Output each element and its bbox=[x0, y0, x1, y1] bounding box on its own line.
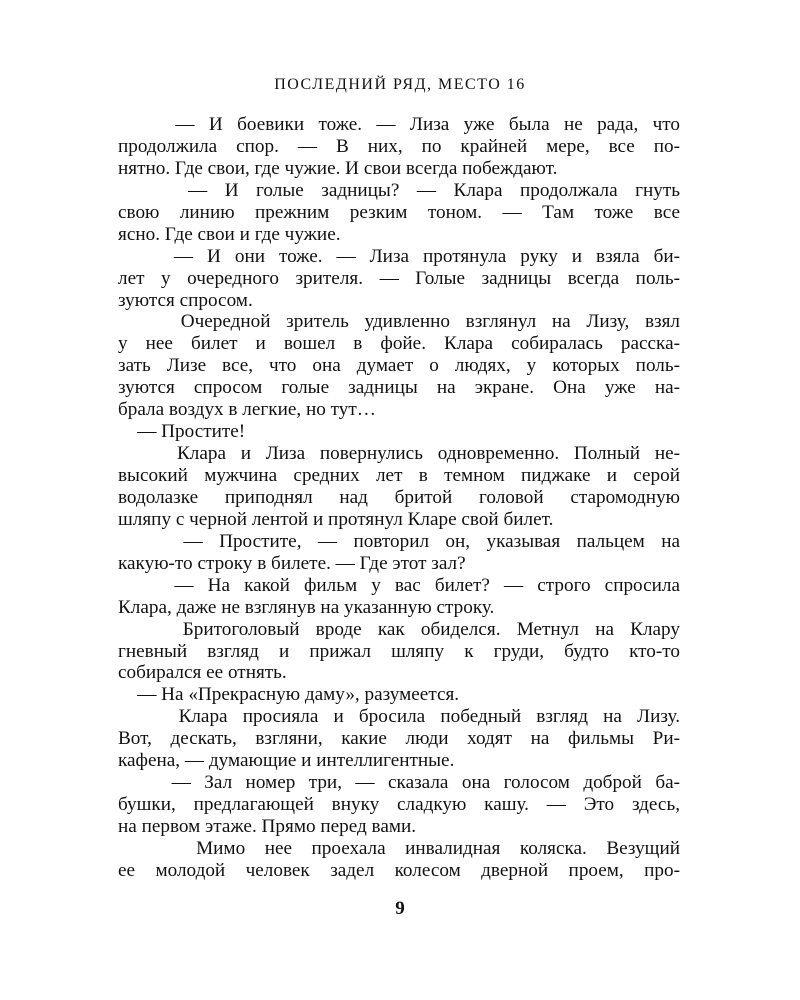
text-line: водолазке приподнял над бритой головой старомодную bbox=[118, 486, 680, 508]
text-line: зуются спросом. bbox=[118, 289, 253, 311]
text-line: — Простите! bbox=[118, 421, 246, 443]
text-line: — Простите, — повторил он, указывая пальцем на bbox=[118, 530, 680, 552]
text-line: ясно. Где свои и где чужие. bbox=[118, 223, 341, 245]
text-line: ее молодой человек задел колесом дверной проем, про- bbox=[118, 859, 680, 881]
text-line: брала воздух в легкие, но тут… bbox=[118, 399, 376, 421]
text-line: Вот, дескать, взгляни, какие люди ходят на фильмы Ри- bbox=[118, 728, 680, 750]
text-line: гневный взгляд и прижал шляпу к груди, будто кто-то bbox=[118, 640, 680, 662]
text-line: какую-то строку в билете. — Где этот зал? bbox=[118, 552, 466, 574]
text-line: зуются спросом голые задницы на экране. Она уже на- bbox=[118, 377, 680, 399]
text-line: — На какой фильм у вас билет? — строго спросила bbox=[118, 574, 680, 596]
text-line: шляпу с черной лентой и протянул Кларе свой билет. bbox=[118, 508, 554, 530]
text-line: — На «Прекрасную даму», разумеется. bbox=[118, 684, 460, 706]
text-line: — И боевики тоже. — Лиза уже была не рада, что bbox=[118, 114, 680, 135]
text-line: — Зал номер три, — сказала она голосом доброй ба- bbox=[118, 772, 680, 794]
text-line: свою линию прежним резким тоном. — Там тоже все bbox=[118, 201, 680, 223]
text-line: Бритоголовый вроде как обиделся. Метнул на Клару bbox=[118, 618, 680, 640]
text-line: у нее билет и вошел в фойе. Клара собиралась расска- bbox=[118, 333, 680, 355]
text-line: — И голые задницы? — Клара продолжала гнуть bbox=[118, 179, 680, 201]
text-line: Клара просияла и бросила победный взгляд на Лизу. bbox=[118, 706, 680, 728]
text-line: продолжила спор. — В них, по крайней мере, все по- bbox=[118, 135, 680, 157]
text-line: кафена, — думающие и интеллигентные. bbox=[118, 750, 455, 772]
text-line: высокий мужчина средних лет в темном пиджаке и серой bbox=[118, 465, 680, 486]
body-text bbox=[118, 114, 680, 882]
text-line: Мимо нее проехала инвалидная коляска. Везущий bbox=[118, 837, 680, 859]
text-line: собирался ее отнять. bbox=[118, 662, 287, 684]
text-line: Очередной зритель удивленно взглянул на Лизу, взял bbox=[118, 311, 680, 333]
text-line: на первом этаже. Прямо перед вами. bbox=[118, 816, 417, 837]
text-line: зать Лизе все, что она думает о людях, у которых поль- bbox=[118, 355, 680, 377]
text-line: Клара, даже не взглянув на указанную строку. bbox=[118, 596, 495, 618]
text-line: бушки, предлагающей внуку сладкую кашу. — Это здесь, bbox=[118, 794, 680, 816]
text-line: Клара и Лиза повернулись одновременно. Полный не- bbox=[118, 443, 680, 465]
text-line: лет у очередного зрителя. — Голые задницы всегда поль- bbox=[118, 267, 680, 289]
page-number: 9 bbox=[395, 898, 405, 919]
text-line: нятно. Где свои, где чужие. И свои всегда побеждают. bbox=[118, 157, 558, 179]
running-title: ПОСЛЕДНИЙ РЯД, МЕСТО 16 bbox=[274, 76, 526, 93]
text-line: — И они тоже. — Лиза протянула руку и взяла би- bbox=[118, 245, 680, 267]
